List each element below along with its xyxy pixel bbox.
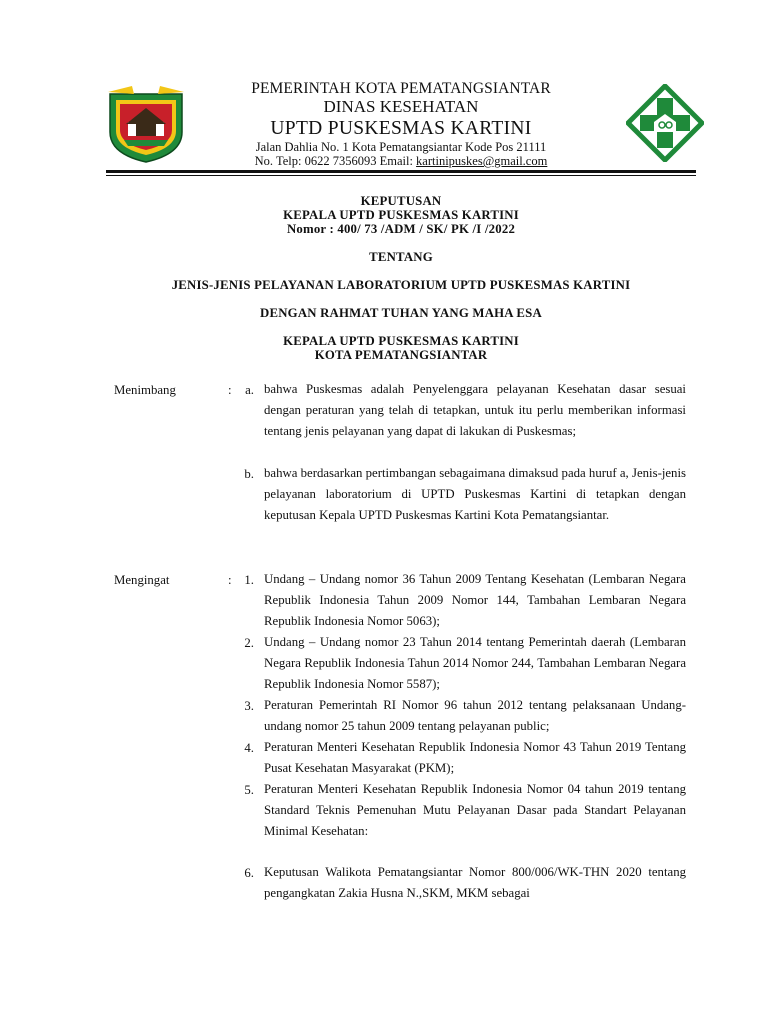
decree-heading: KEPUTUSAN xyxy=(360,194,442,208)
decree-tentang: TENTANG xyxy=(369,250,433,264)
mengingat-item-4-marker: 4. xyxy=(244,741,254,755)
menimbang-item-b-text: bahwa berdasarkan pertimbangan sebagaimana dimaksud pada huruf a, Jenis-jenis pelayanan laboratorium di UPTD Puskesmas Kartini di tetapkan dengan keputusan Kepala UPTD Puskesmas Kartini Kota Pematangsiantar. xyxy=(264,466,686,522)
mengingat-item-4-text: Peraturan Menteri Kesehatan Republik Indonesia Nomor 43 Tahun 2019 Tentang Pusat Kesehatan Masyarakat (PKM); xyxy=(264,740,686,775)
decree-invocation: DENGAN RAHMAT TUHAN YANG MAHA ESA xyxy=(260,306,542,320)
mengingat-item-1-marker: 1. xyxy=(244,573,254,587)
letterhead-divider-thick xyxy=(106,170,696,173)
mengingat-item-5-marker: 5. xyxy=(244,783,254,797)
mengingat-item-6-text: Keputusan Walikota Pematangsiantar Nomor 800/006/WK-THN 2020 tentang pengangkatan Zakia Husna N.,SKM, MKM sebagai xyxy=(264,865,686,900)
mengingat-item-1-text: Undang – Undang nomor 36 Tahun 2009 Tentang Kesehatan (Lembaran Negara Republik Indonesia Tahun 2009 Nomor 144, Tambahan Lembaran Negara Republik Indonesia Nomor 5063); xyxy=(264,572,686,628)
letterhead-divider-thin xyxy=(106,175,696,176)
decree-issuer: KEPALA UPTD PUSKESMAS KARTINI xyxy=(283,208,519,222)
decree-signatory: KEPALA UPTD PUSKESMAS KARTINI xyxy=(283,334,519,348)
menimbang-colon: : xyxy=(228,383,232,397)
letterhead-government: PEMERINTAH KOTA PEMATANGSIANTAR xyxy=(251,80,551,97)
menimbang-item-a-marker: a. xyxy=(245,383,254,397)
decree-subject: JENIS-JENIS PELAYANAN LABORATORIUM UPTD PUSKESMAS KARTINI xyxy=(171,278,631,292)
mengingat-label: Mengingat xyxy=(114,573,170,587)
puskesmas-cross-logo xyxy=(626,84,704,162)
mengingat-item-2-marker: 2. xyxy=(244,636,254,650)
menimbang-item-b-marker: b. xyxy=(244,467,254,481)
letterhead-department: DINAS KESEHATAN xyxy=(323,97,479,116)
letterhead-institution: UPTD PUSKESMAS KARTINI xyxy=(270,118,532,139)
mengingat-item-3-marker: 3. xyxy=(244,699,254,713)
menimbang-label: Menimbang xyxy=(114,383,176,397)
menimbang-item-a-text: bahwa Puskesmas adalah Penyelenggara pelayanan Kesehatan dasar sesuai dengan peraturan yang telah di tetapkan, untuk itu perlu memberikan informasi tentang jenis pelayanan yang dapat di lakukan di Puskesmas; xyxy=(264,382,686,438)
mengingat-item-2-text: Undang – Undang nomor 23 Tahun 2014 tentang Pemerintah daerah (Lembaran Negara Republik Indonesia Tahun 2014 Nomor 244, Tambahan Lembaran Negara Republik Indonesia Nomor 5587); xyxy=(264,635,686,691)
contact-email-link[interactable]: kartinipuskes@gmail.com xyxy=(416,154,548,168)
mengingat-item-5-text: Peraturan Menteri Kesehatan Republik Indonesia Nomor 04 tahun 2019 tentang Standard Teknis Pemenuhan Mutu Pelayanan Dasar pada Standart Pelayanan Minimal Kesehatan: xyxy=(264,782,686,838)
mengingat-colon: : xyxy=(228,573,232,587)
contact-phone: No. Telp: 0622 7356093 Email: xyxy=(254,154,417,168)
letterhead-contact xyxy=(196,154,606,169)
mengingat-item-3-text: Peraturan Pemerintah RI Nomor 96 tahun 2012 tentang pelaksanaan Undang-undang nomor 25 tahun 2009 tentang pelayanan public; xyxy=(264,698,686,733)
decree-number: Nomor : 400/ 73 /ADM / SK/ PK /I /2022 xyxy=(286,222,516,236)
mengingat-item-6-marker: 6. xyxy=(244,866,254,880)
letterhead-address: Jalan Dahlia No. 1 Kota Pematangsiantar Kode Pos 21111 xyxy=(255,140,547,154)
decree-city: KOTA PEMATANGSIANTAR xyxy=(314,348,488,362)
city-emblem-logo xyxy=(106,84,186,164)
